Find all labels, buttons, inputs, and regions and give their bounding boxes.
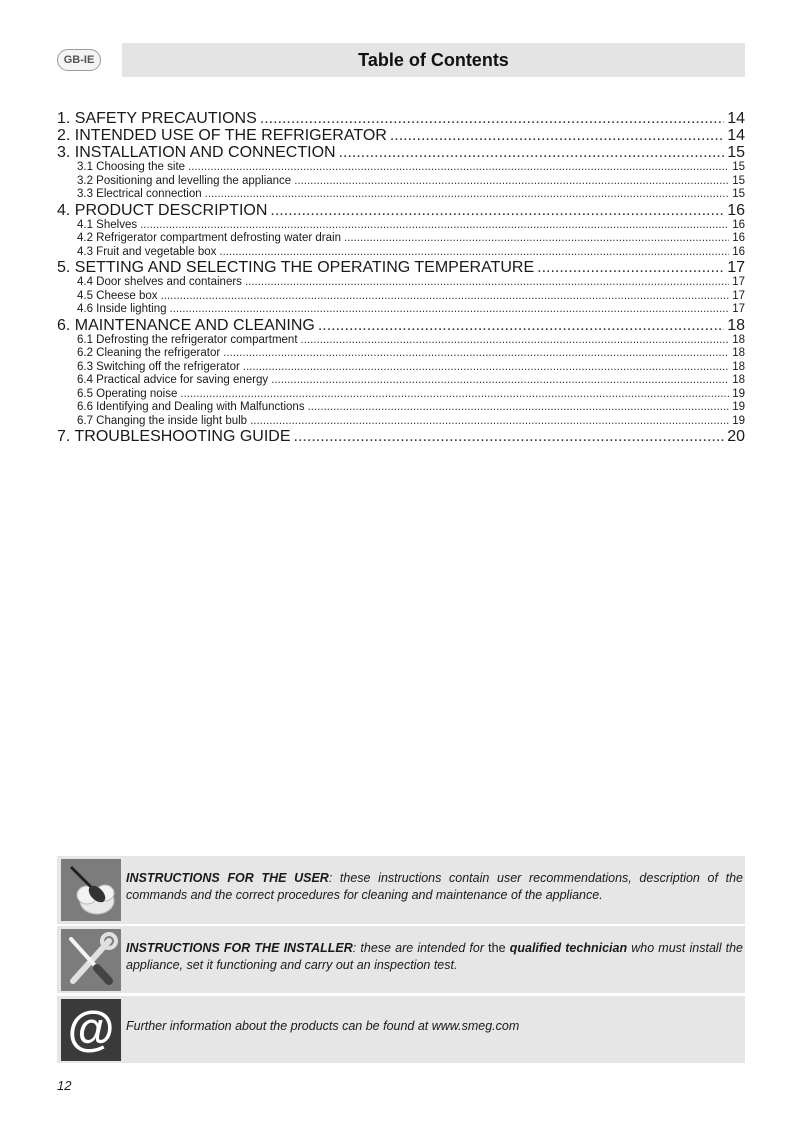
toc-entry-label: 6. MAINTENANCE AND CLEANING <box>57 316 315 334</box>
wrench-screwdriver-icon <box>61 929 121 991</box>
toc-leader-dots <box>219 246 729 260</box>
toc-entry <box>57 415 745 429</box>
info-box-user <box>57 856 745 924</box>
toc-leader-dots <box>308 401 730 415</box>
toc-entry-label: 3. INSTALLATION AND CONNECTION <box>57 144 336 161</box>
toc-entry-page: 16 <box>732 232 745 244</box>
toc-entry-label: 4. PRODUCT DESCRIPTION <box>57 201 268 219</box>
page-title: Table of Contents <box>122 43 745 77</box>
user-instructions-text: : these instructions contain user recommendations, description of the commands and the correct procedures for cleaning and maintenance of the appliance. <box>126 871 743 902</box>
toc-entry-page: 16 <box>732 218 745 231</box>
toc-entry <box>57 259 745 276</box>
spoon-chef-hat-icon <box>61 859 121 921</box>
toc-entry <box>57 347 745 361</box>
toc-leader-dots <box>245 276 729 290</box>
table-of-contents <box>57 110 745 445</box>
toc-entry-page: 18 <box>732 347 745 359</box>
toc-entry <box>57 290 745 304</box>
toc-entry-page: 19 <box>732 401 745 413</box>
toc-leader-dots <box>180 388 729 402</box>
toc-leader-dots <box>260 110 724 127</box>
toc-leader-dots <box>161 290 730 304</box>
toc-entry-label: 4.3 Fruit and vegetable box <box>77 245 217 258</box>
toc-leader-dots <box>537 259 724 276</box>
toc-leader-dots <box>301 334 730 348</box>
toc-entry <box>57 276 745 290</box>
toc-entry-page: 14 <box>727 110 745 127</box>
toc-entry-page: 17 <box>727 259 745 276</box>
toc-leader-dots <box>170 303 730 317</box>
toc-entry-page: 17 <box>732 276 745 288</box>
toc-entry-label: 3.1 Choosing the site <box>77 161 186 173</box>
info-box-web <box>57 996 745 1063</box>
toc-leader-dots <box>344 232 729 246</box>
toc-entry-label: 1. SAFETY PRECAUTIONS <box>57 110 257 127</box>
page-number: 12 <box>57 1078 72 1093</box>
toc-entry <box>57 175 745 189</box>
toc-entry-page: 17 <box>732 289 745 302</box>
info-box-installer <box>57 926 745 993</box>
web-info-text: Further information about the products can be found at www.smeg.com <box>126 1019 520 1033</box>
toc-entry-page: 17 <box>732 303 745 315</box>
at-sign-icon <box>61 999 121 1061</box>
toc-entry-page: 18 <box>732 333 745 346</box>
toc-entry <box>57 219 745 233</box>
toc-entry-page: 14 <box>727 127 745 144</box>
toc-entry <box>57 317 745 334</box>
toc-entry <box>57 428 745 445</box>
toc-entry-label: 6.7 Changing the inside light bulb <box>77 414 248 427</box>
toc-entry-label: 6.3 Switching off the refrigerator <box>77 360 240 373</box>
toc-entry-page: 20 <box>727 428 745 445</box>
installer-text-a: : these are intended for <box>352 941 489 955</box>
toc-entry <box>57 188 745 202</box>
toc-leader-dots <box>390 127 724 144</box>
installer-text-b: who must install the appliance, set it functioning and carry out an inspection test. <box>126 941 744 972</box>
toc-entry-page: 15 <box>727 144 745 161</box>
toc-leader-dots <box>243 361 729 375</box>
toc-entry-label: 4.4 Door shelves and containers <box>77 276 242 288</box>
toc-entry <box>57 361 745 375</box>
toc-entry <box>57 202 745 219</box>
toc-leader-dots <box>339 144 725 161</box>
toc-entry-page: 16 <box>732 245 745 258</box>
toc-entry <box>57 374 745 388</box>
region-badge: GB-IE <box>57 49 101 71</box>
installer-text-the: the <box>488 941 506 955</box>
toc-leader-dots <box>294 428 725 445</box>
toc-entry-page: 15 <box>732 161 745 173</box>
qualified-technician: qualified technician <box>509 941 628 955</box>
toc-entry-page: 15 <box>732 174 745 187</box>
toc-entry-label: 6.4 Practical advice for saving energy <box>77 374 269 386</box>
toc-entry-label: 3.3 Electrical connection <box>77 188 202 200</box>
toc-entry-page: 16 <box>727 201 745 219</box>
at-sign-symbol: @ <box>67 1003 115 1056</box>
toc-entry-label: 4.5 Cheese box <box>77 289 158 302</box>
toc-entry-label: 6.1 Defrosting the refrigerator compartment <box>77 333 298 346</box>
toc-leader-dots <box>271 374 729 388</box>
toc-entry <box>57 232 745 246</box>
toc-entry <box>57 388 745 402</box>
toc-entry-page: 19 <box>732 414 745 427</box>
toc-entry-label: 6.2 Cleaning the refrigerator <box>77 347 221 359</box>
toc-entry-label: 7. TROUBLESHOOTING GUIDE <box>57 428 291 445</box>
toc-leader-dots <box>270 202 724 219</box>
user-instructions-heading: INSTRUCTIONS FOR THE USER <box>126 871 329 885</box>
toc-entry-page: 18 <box>727 316 745 334</box>
toc-entry <box>57 144 745 161</box>
toc-leader-dots <box>205 188 730 202</box>
toc-entry-label: 2. INTENDED USE OF THE REFRIGERATOR <box>57 127 387 144</box>
toc-entry <box>57 334 745 348</box>
toc-entry <box>57 161 745 175</box>
toc-leader-dots <box>318 317 724 334</box>
toc-leader-dots <box>250 415 729 429</box>
toc-entry-label: 3.2 Positioning and levelling the appliance <box>77 174 292 187</box>
toc-entry-label: 4.2 Refrigerator compartment defrosting water drain <box>77 232 341 244</box>
toc-entry-label: 4.1 Shelves <box>77 218 138 231</box>
toc-entry-page: 15 <box>732 188 745 200</box>
toc-entry-label: 4.6 Inside lighting <box>77 303 167 315</box>
toc-leader-dots <box>188 161 729 175</box>
toc-entry-page: 18 <box>732 374 745 386</box>
toc-entry-label: 6.5 Operating noise <box>77 387 178 400</box>
toc-entry <box>57 246 745 260</box>
toc-entry-label: 6.6 Identifying and Dealing with Malfunctions <box>77 401 305 413</box>
toc-leader-dots <box>140 219 729 233</box>
toc-entry <box>57 303 745 317</box>
toc-entry-page: 19 <box>732 387 745 400</box>
toc-leader-dots <box>294 175 729 189</box>
toc-entry-page: 18 <box>732 360 745 373</box>
toc-entry <box>57 110 745 127</box>
toc-leader-dots <box>223 347 729 361</box>
toc-entry-label: 5. SETTING AND SELECTING THE OPERATING TEMPERATURE <box>57 259 535 276</box>
toc-entry <box>57 127 745 144</box>
toc-entry <box>57 401 745 415</box>
installer-instructions-heading: INSTRUCTIONS FOR THE INSTALLER <box>126 941 353 955</box>
